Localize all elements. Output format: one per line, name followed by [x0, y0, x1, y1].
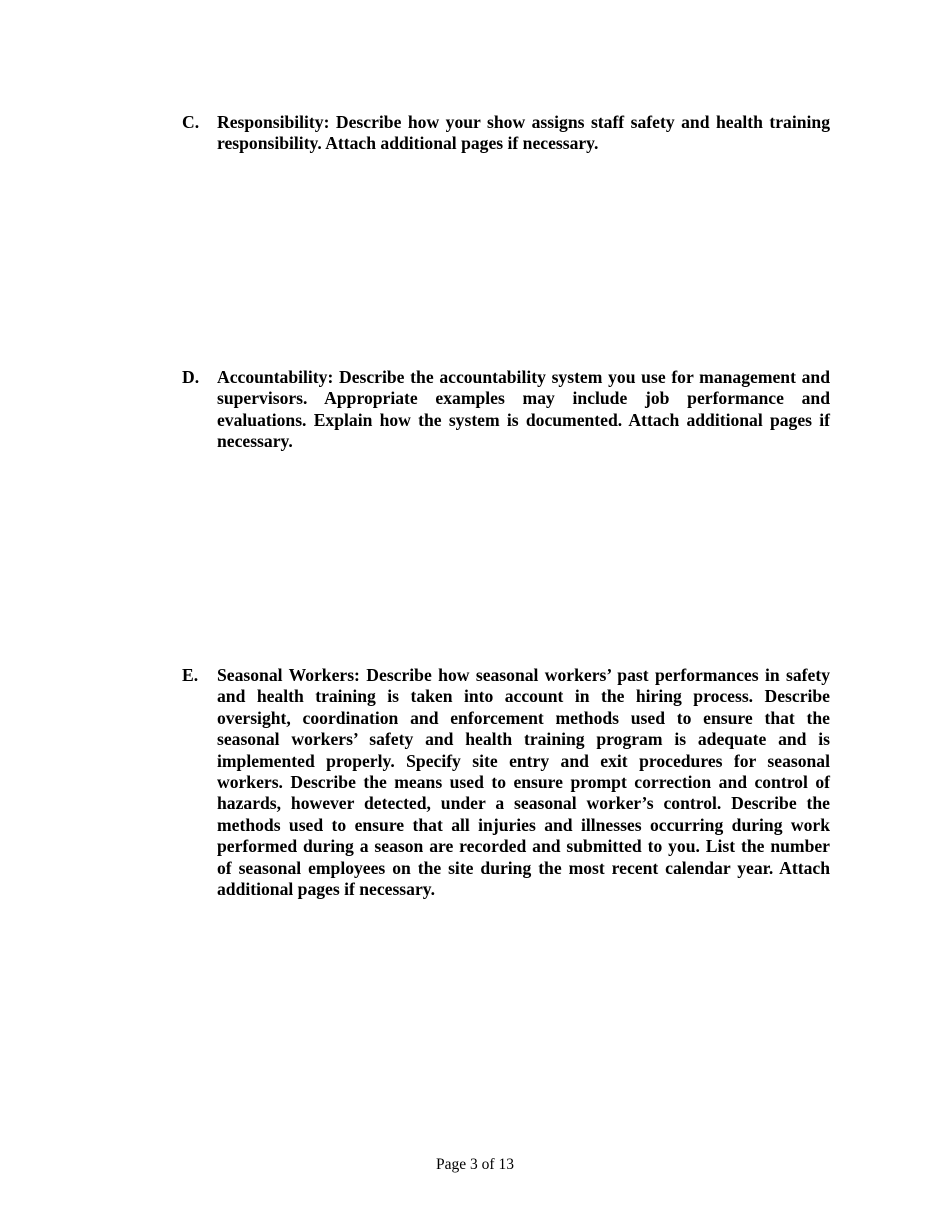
section-prompt-text: Accountability: Describe the accountability system you use for management and supervisors. Appropriate examples may include job performance and evaluations. Explain how the system is documented. Attach additional pages if necessary. [217, 367, 830, 452]
section-prompt-text: Responsibility: Describe how your show assigns staff safety and health training responsibility. Attach additional pages if necessary. [217, 112, 830, 154]
section-prompt-text: Seasonal Workers: Describe how seasonal workers’ past performances in safety and health training is taken into account in the hiring process. Describe oversight, coordination and enforcement methods used to ensure that the seasonal workers’ safety and health training program is adequate and is implemented properly. Specify site entry and exit procedures for seasonal workers. Describe the means used to ensure prompt correction and control of hazards, however detected, under a seasonal worker’s control. Describe the methods used to ensure that all injuries and illnesses occurring during work performed during a season are recorded and submitted to you. List the number of seasonal employees on the site during the most recent calendar year. Attach additional pages if necessary. [217, 665, 830, 900]
section-c-responsibility [182, 112, 830, 155]
page-number-footer: Page 3 of 13 [436, 1156, 514, 1173]
section-letter: C. [182, 112, 200, 132]
section-letter: D. [182, 367, 200, 387]
section-d-accountability [182, 367, 830, 453]
section-e-seasonal-workers [182, 665, 830, 900]
section-letter: E. [182, 665, 199, 685]
